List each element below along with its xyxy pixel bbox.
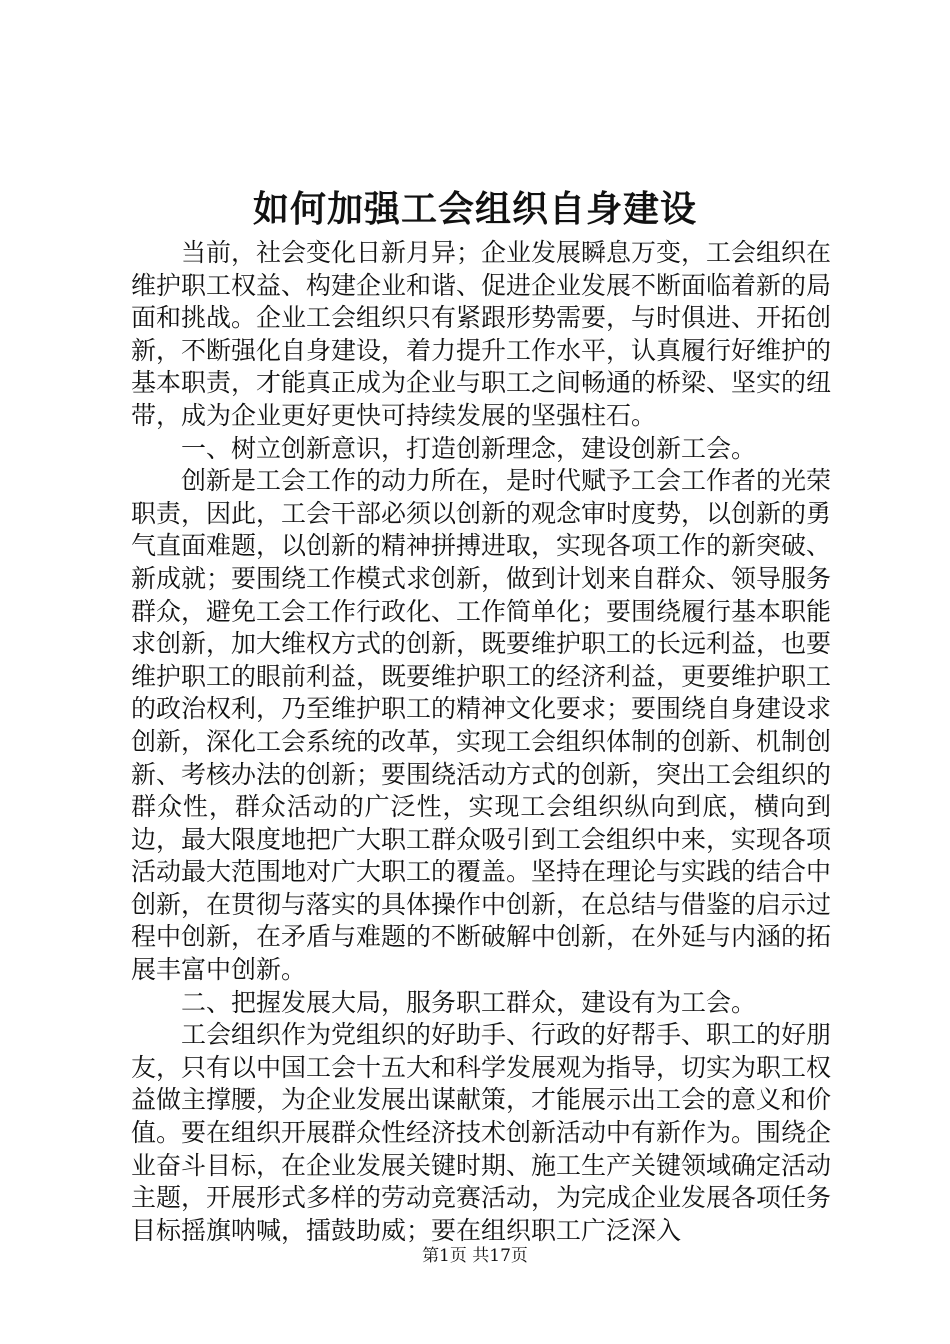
document-title: 如何加强工会组织自身建设 [252,188,697,230]
paragraph-intro: 当前，社会变化日新月异；企业发展瞬息万变，工会组织在维护职工权益、构建企业和谐、促进企业发展不断面临着新的局面和挑战。企业工会组织只有紧跟形势需要，与时俱进、开拓创新，不断强化自身建设，着力提升工作水平，认真履行好维护的基本职责，才能真正成为企业与职工之间畅通的桥梁、坚实的纽带，成为企业更好更快可持续发展的坚强柱石。 [131,238,832,430]
paragraph-section-1: 创新是工会工作的动力所在，是时代赋予工会工作者的光荣职责，因此，工会干部必须以创新的观念审时度势，以创新的勇气直面难题，以创新的精神拼搏进取，实现各项工作的新突破、新成就；要围绕工作模式求创新，做到计划来自群众、领导服务群众，避免工会工作行政化、工作简单化；要围绕履行基本职能求创新，加大维权方式的创新，既要维护职工的长远利益，也要维护职工的眼前利益，既要维护职工的经济利益，更要维护职工的政治权利，乃至维护职工的精神文化要求；要围绕自身建设求创新，深化工会系统的改革，实现工会组织体制的创新、机制创新、考核办法的创新；要围绕活动方式的创新，突出工会组织的群众性，群众活动的广泛性，实现工会组织纵向到底，横向到边，最大限度地把广大职工群众吸引到工会组织中来，实现各项活动最大范围地对广大职工的覆盖。坚持在理论与实践的结合中创新，在贯彻与落实的具体操作中创新，在总结与借鉴的启示过程中创新，在矛盾与难题的不断破解中创新，在外延与内涵的拓展丰富中创新。 [131,466,832,985]
page-footer: 第1页 共17页 [422,1246,528,1266]
paragraph-section-2: 工会组织作为党组织的好助手、行政的好帮手、职工的好朋友，只有以中国工会十五大和科学发展观为指导，切实为职工权益做主撑腰，为企业发展出谋献策，才能展示出工会的意义和价值。要在组织开展群众性经济技术创新活动中有新作为。围绕企业奋斗目标，在企业发展关键时期、施工生产关键领域确定活动主题，开展形式多样的劳动竞赛活动，为完成企业发展各项任务目标摇旗呐喊，擂鼓助威；要在组织职工广泛深入 [131,1020,832,1245]
section-heading-2: 二、把握发展大局，服务职工群众，建设有为工会。 [181,987,757,1017]
document-body [131,237,831,1247]
section-heading-1: 一、树立创新意识，打造创新理念，建设创新工会。 [181,433,757,463]
